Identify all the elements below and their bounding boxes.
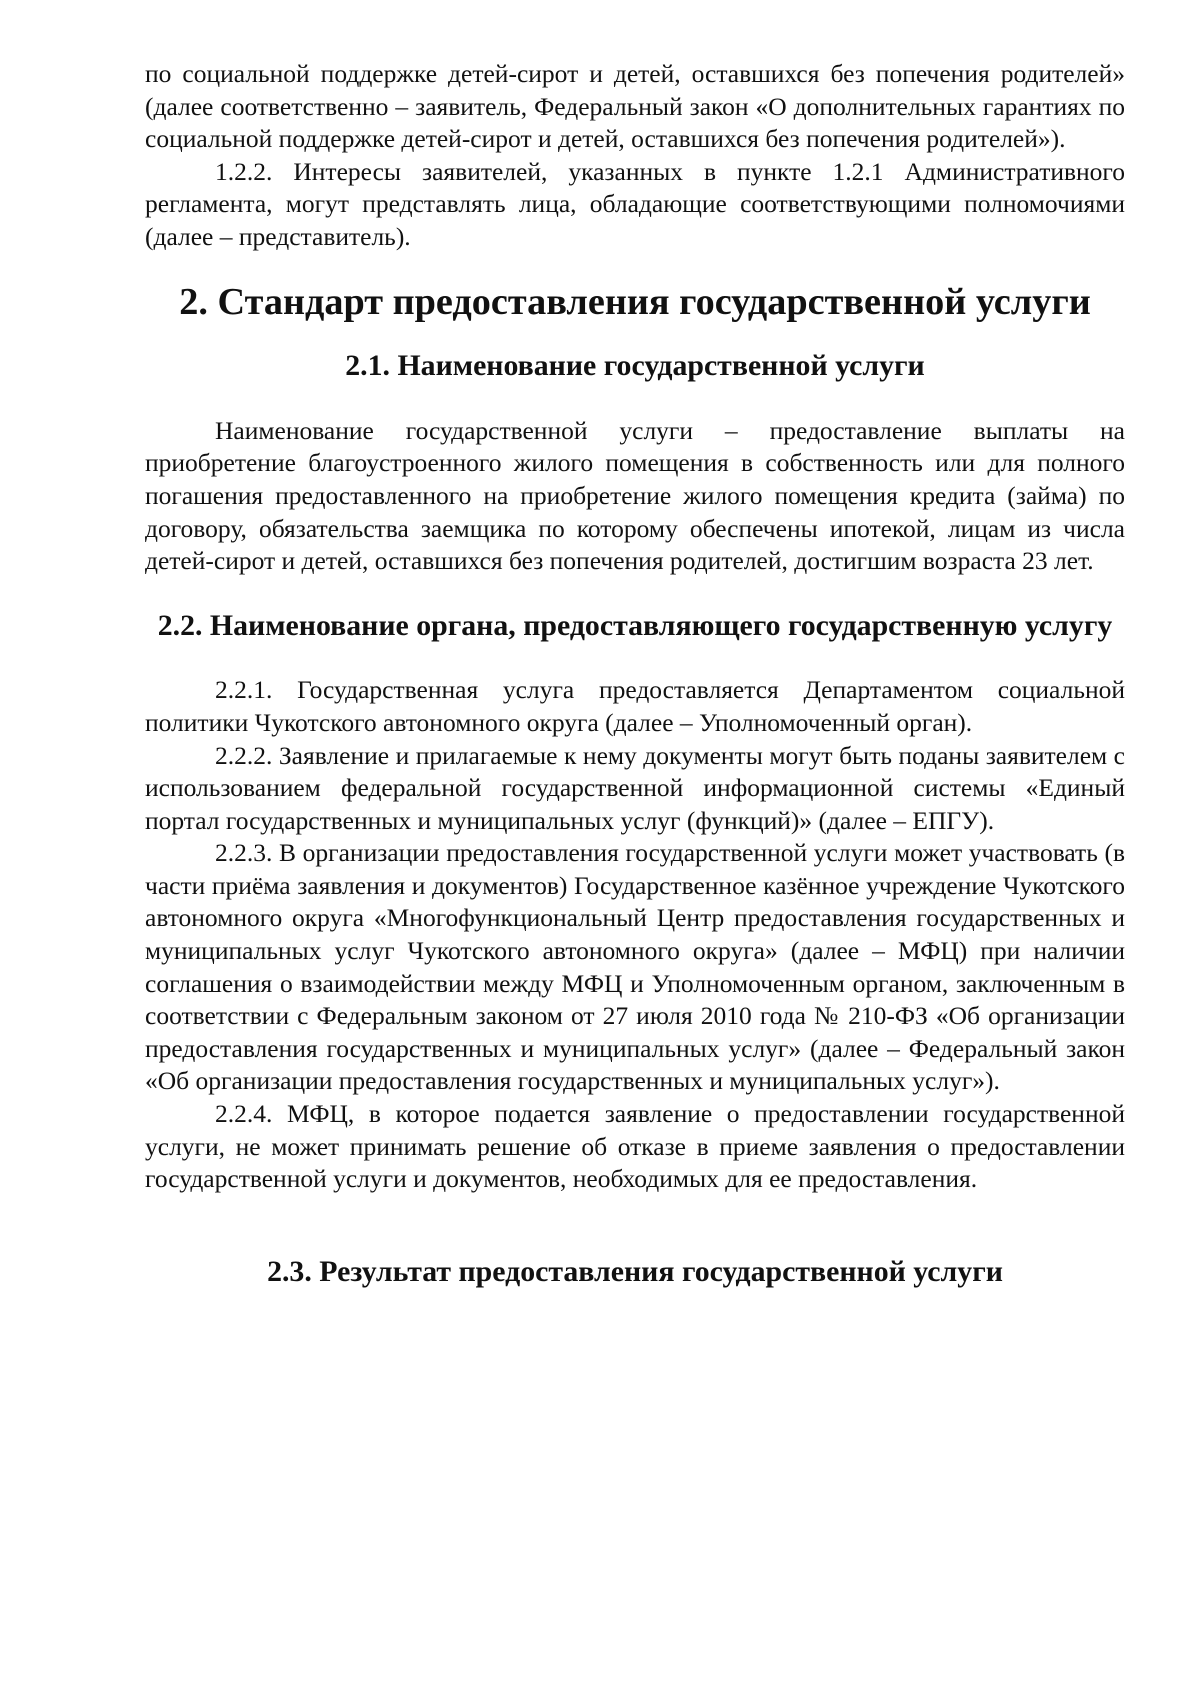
document-page [145, 58, 1125, 1288]
spacer [145, 578, 1125, 610]
paragraph-2-2-2: 2.2.2. Заявление и прилагаемые к нему документы могут быть поданы заявителем с использованием федеральной государственной информационной системы «Единый портал государственных и муниципальных услуг (функций)» (далее – ЕПГУ). [145, 740, 1125, 835]
paragraph-1-2-2: 1.2.2. Интересы заявителей, указанных в пункте 1.2.1 Административного регламента, могут представлять лица, обладающие соответствующими полномочиями (далее – представитель). [145, 156, 1125, 251]
spacer [145, 1196, 1125, 1256]
section-2-2-heading: 2.2. Наименование органа, предоставляющего государственную услугу [157, 608, 1113, 642]
spacer [145, 383, 1125, 415]
spacer [145, 642, 1125, 674]
paragraph-continued: по социальной поддержке детей-сирот и детей, оставшихся без попечения родителей» (далее соответственно – заявитель, Федеральный закон «О дополнительных гарантиях по социальной поддержке детей-сирот и детей, оставшихся без попечения родителей»). [145, 59, 1125, 154]
paragraph-2-2-4: 2.2.4. МФЦ, в которое подается заявление о предоставлении государственной услуги, не может принимать решение об отказе в приеме заявления о предоставлении государственной услуги и документов, необходимых для ее предоставления. [145, 1099, 1125, 1194]
section-2-1-heading: 2.1. Наименование государственной услуги [345, 349, 925, 383]
paragraph-2-2-3: 2.2.3. В организации предоставления государственной услуги может участвовать (в части приёма заявления и документов) Государственное казённое учреждение Чукотского автономного округа «Многофункциональный Центр предоставления государственных и муниципальных услуг Чукотского автономного округа» (далее – МФЦ) при наличии соглашения о взаимодействии между МФЦ и Уполномоченным органом, заключенным в соответствии с Федеральным законом от 27 июля 2010 года № 210-ФЗ «Об организации предоставления государственных и муниципальных услуг» (далее – Федеральный закон «Об организации предоставления государственных и муниципальных услуг»). [145, 838, 1125, 1096]
section-2-3-heading: 2.3. Результат предоставления государственной услуги [267, 1254, 1003, 1288]
paragraph-2-2-1: 2.2.1. Государственная услуга предоставляется Департаментом социальной политики Чукотского автономного округа (далее – Уполномоченный орган). [145, 675, 1125, 737]
paragraph-2-1-body: Наименование государственной услуги – предоставление выплаты на приобретение благоустроенного жилого помещения в собственность или для полного погашения предоставленного на приобретение жилого помещения кредита (займа) по договору, обязательства заемщика по которому обеспечены ипотекой, лицам из числа детей-сирот и детей, оставшихся без попечения родителей, достигшим возраста 23 лет. [145, 415, 1125, 576]
spacer [145, 318, 1125, 350]
section-2-heading: 2. Стандарт предоставления государственной услуги [179, 280, 1091, 323]
